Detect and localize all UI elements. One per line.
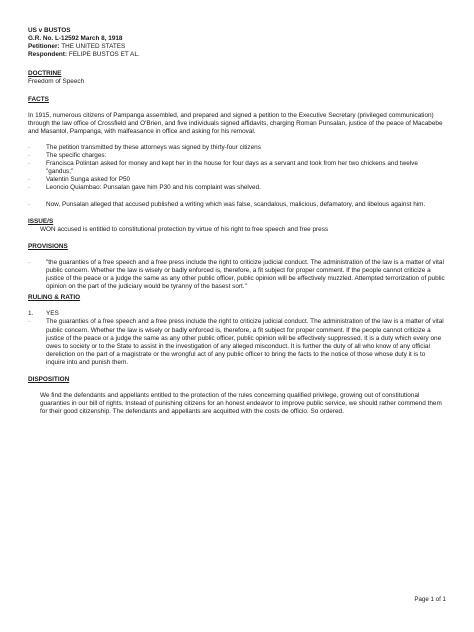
petitioner-line [28, 43, 446, 51]
case-title: US v BUSTOS [28, 27, 71, 34]
respondent-label: Respondent: [28, 51, 68, 59]
facts-point-text: The specific charges: [46, 152, 107, 160]
provisions-heading: PROVISIONS [28, 242, 68, 250]
charge-text: Leoncio Quiambao: Punsalan gave him P30 and his complaint was shelved. [46, 184, 261, 192]
bullet-mark: · [28, 143, 31, 151]
disposition-text: We find the defendants and appellants entitled to the protection of the rules concerning qualified privilege, growing out of constitutional guaranties in our bill of rights. Instead of punishing citizens for an honest endeavor to improve public service, we should rather commend them for their good citizenship. The defendants and appellants are acquitted with the costs de officio. So ordered. [40, 392, 442, 416]
spacer [28, 251, 446, 259]
petitioner-value: THE UNITED STATES [61, 43, 126, 51]
charge-item [28, 160, 446, 176]
facts-point [28, 152, 446, 160]
bullet-mark: · [28, 160, 31, 168]
facts-final-text: Now, Punsalan alleged that accused published a writing which was false, scandalous, malicious, defamatory, and libelous against him. [46, 200, 426, 208]
spacer [28, 302, 446, 310]
disposition-heading: DISPOSITION [28, 376, 70, 383]
ruling-point-text: The guaranties of a free speech and a free press include the right to criticize judicial conduct. The administration of the law is a matter of vital public concern. Whether the law is wisely or badly enforced is, therefore, a fit subject for proper comment. If the people cannot criticize a justice of the peace or a judge the same as any other public officer, public opinion will be effectively suppressed. It is a duty which every one owes to society or to the State to assist in the investigation of any alleged misconduct. It is further the duty of all who know of any official dereliction on the part of a magistrate or the wrongful act of any public officer to bring the facts to the notice of those whose duty it is to inquire into and punish them. [46, 318, 444, 366]
spacer [28, 384, 446, 392]
charge-text: Valentin Sunga asked for P50 [46, 176, 131, 184]
spacer [28, 104, 446, 112]
respondent-value: FELIPE BUSTOS ET AL. [68, 51, 140, 59]
facts-point [28, 144, 446, 152]
bullet-mark: · [28, 176, 31, 184]
bullet-mark: · [28, 318, 31, 326]
bullet-mark: · [28, 200, 31, 208]
ruling-answer-text: YES [46, 310, 59, 318]
ruling-number: 1. [28, 310, 34, 318]
issues-heading: ISSUE/S [28, 217, 54, 225]
page-number: Page 1 of 1 [414, 595, 446, 603]
facts-point-text: The petition transmitted by these attorneys was signed by thirty-four citizens [46, 143, 261, 151]
provision-text: "the guaranties of a free speech and a free press include the right to criticize judicial conduct. The administration of the law is a matter of vital public concern. Whether the law is wisely or badly enforced is, therefore, a fit subject for proper comment. If the people cannot criticize a justice of the peace or a judge the same as any other public officer, public opinion will be effectively muzzled. Attempted terrorization of public opinion on the part of the judiciary would be tyranny of the basest sort." [46, 258, 445, 291]
charge-item [28, 184, 446, 192]
charge-text: Francisca Polintan asked for money and kept her in the house for four days as a servant and took from her two chickens and twelve "gandus;" [46, 160, 418, 176]
bullet-mark: · [28, 152, 31, 160]
ruling-answer [28, 310, 446, 318]
bullet-mark: · [28, 184, 31, 192]
doctrine-heading: DOCTRINE [28, 70, 62, 78]
respondent-line [28, 51, 446, 59]
petitioner-label: Petitioner: [28, 43, 60, 51]
provision-item [28, 259, 446, 291]
charge-item [28, 176, 446, 184]
issues-text: WON accused is entitled to constitutional protection by virtue of his right to free speech and free press [40, 225, 329, 233]
gr-number: G.R. No. L-12592 March 8, 1918 [28, 35, 123, 43]
facts-heading: FACTS [28, 95, 49, 103]
facts-intro: In 1915, numerous citizens of Pampanga assembled, and prepared and signed a petition to the Executive Secretary (privileged communication) through the law office of Crossfield and O'Brien, and five individuals signed affidavits, charging Roman Punsalan, justice of the peace of Macabebe and Masantol, Pampanga, with malfeasance in office and asking for his removal. [28, 111, 443, 135]
bullet-mark: · [28, 258, 31, 266]
spacer [28, 136, 446, 144]
spacer [28, 193, 446, 201]
doctrine-text: Freedom of Speech [28, 78, 85, 86]
ruling-heading: RULING & RATIO [28, 294, 81, 302]
ruling-point [28, 318, 446, 367]
facts-final-point [28, 201, 446, 209]
document-content [28, 27, 446, 416]
